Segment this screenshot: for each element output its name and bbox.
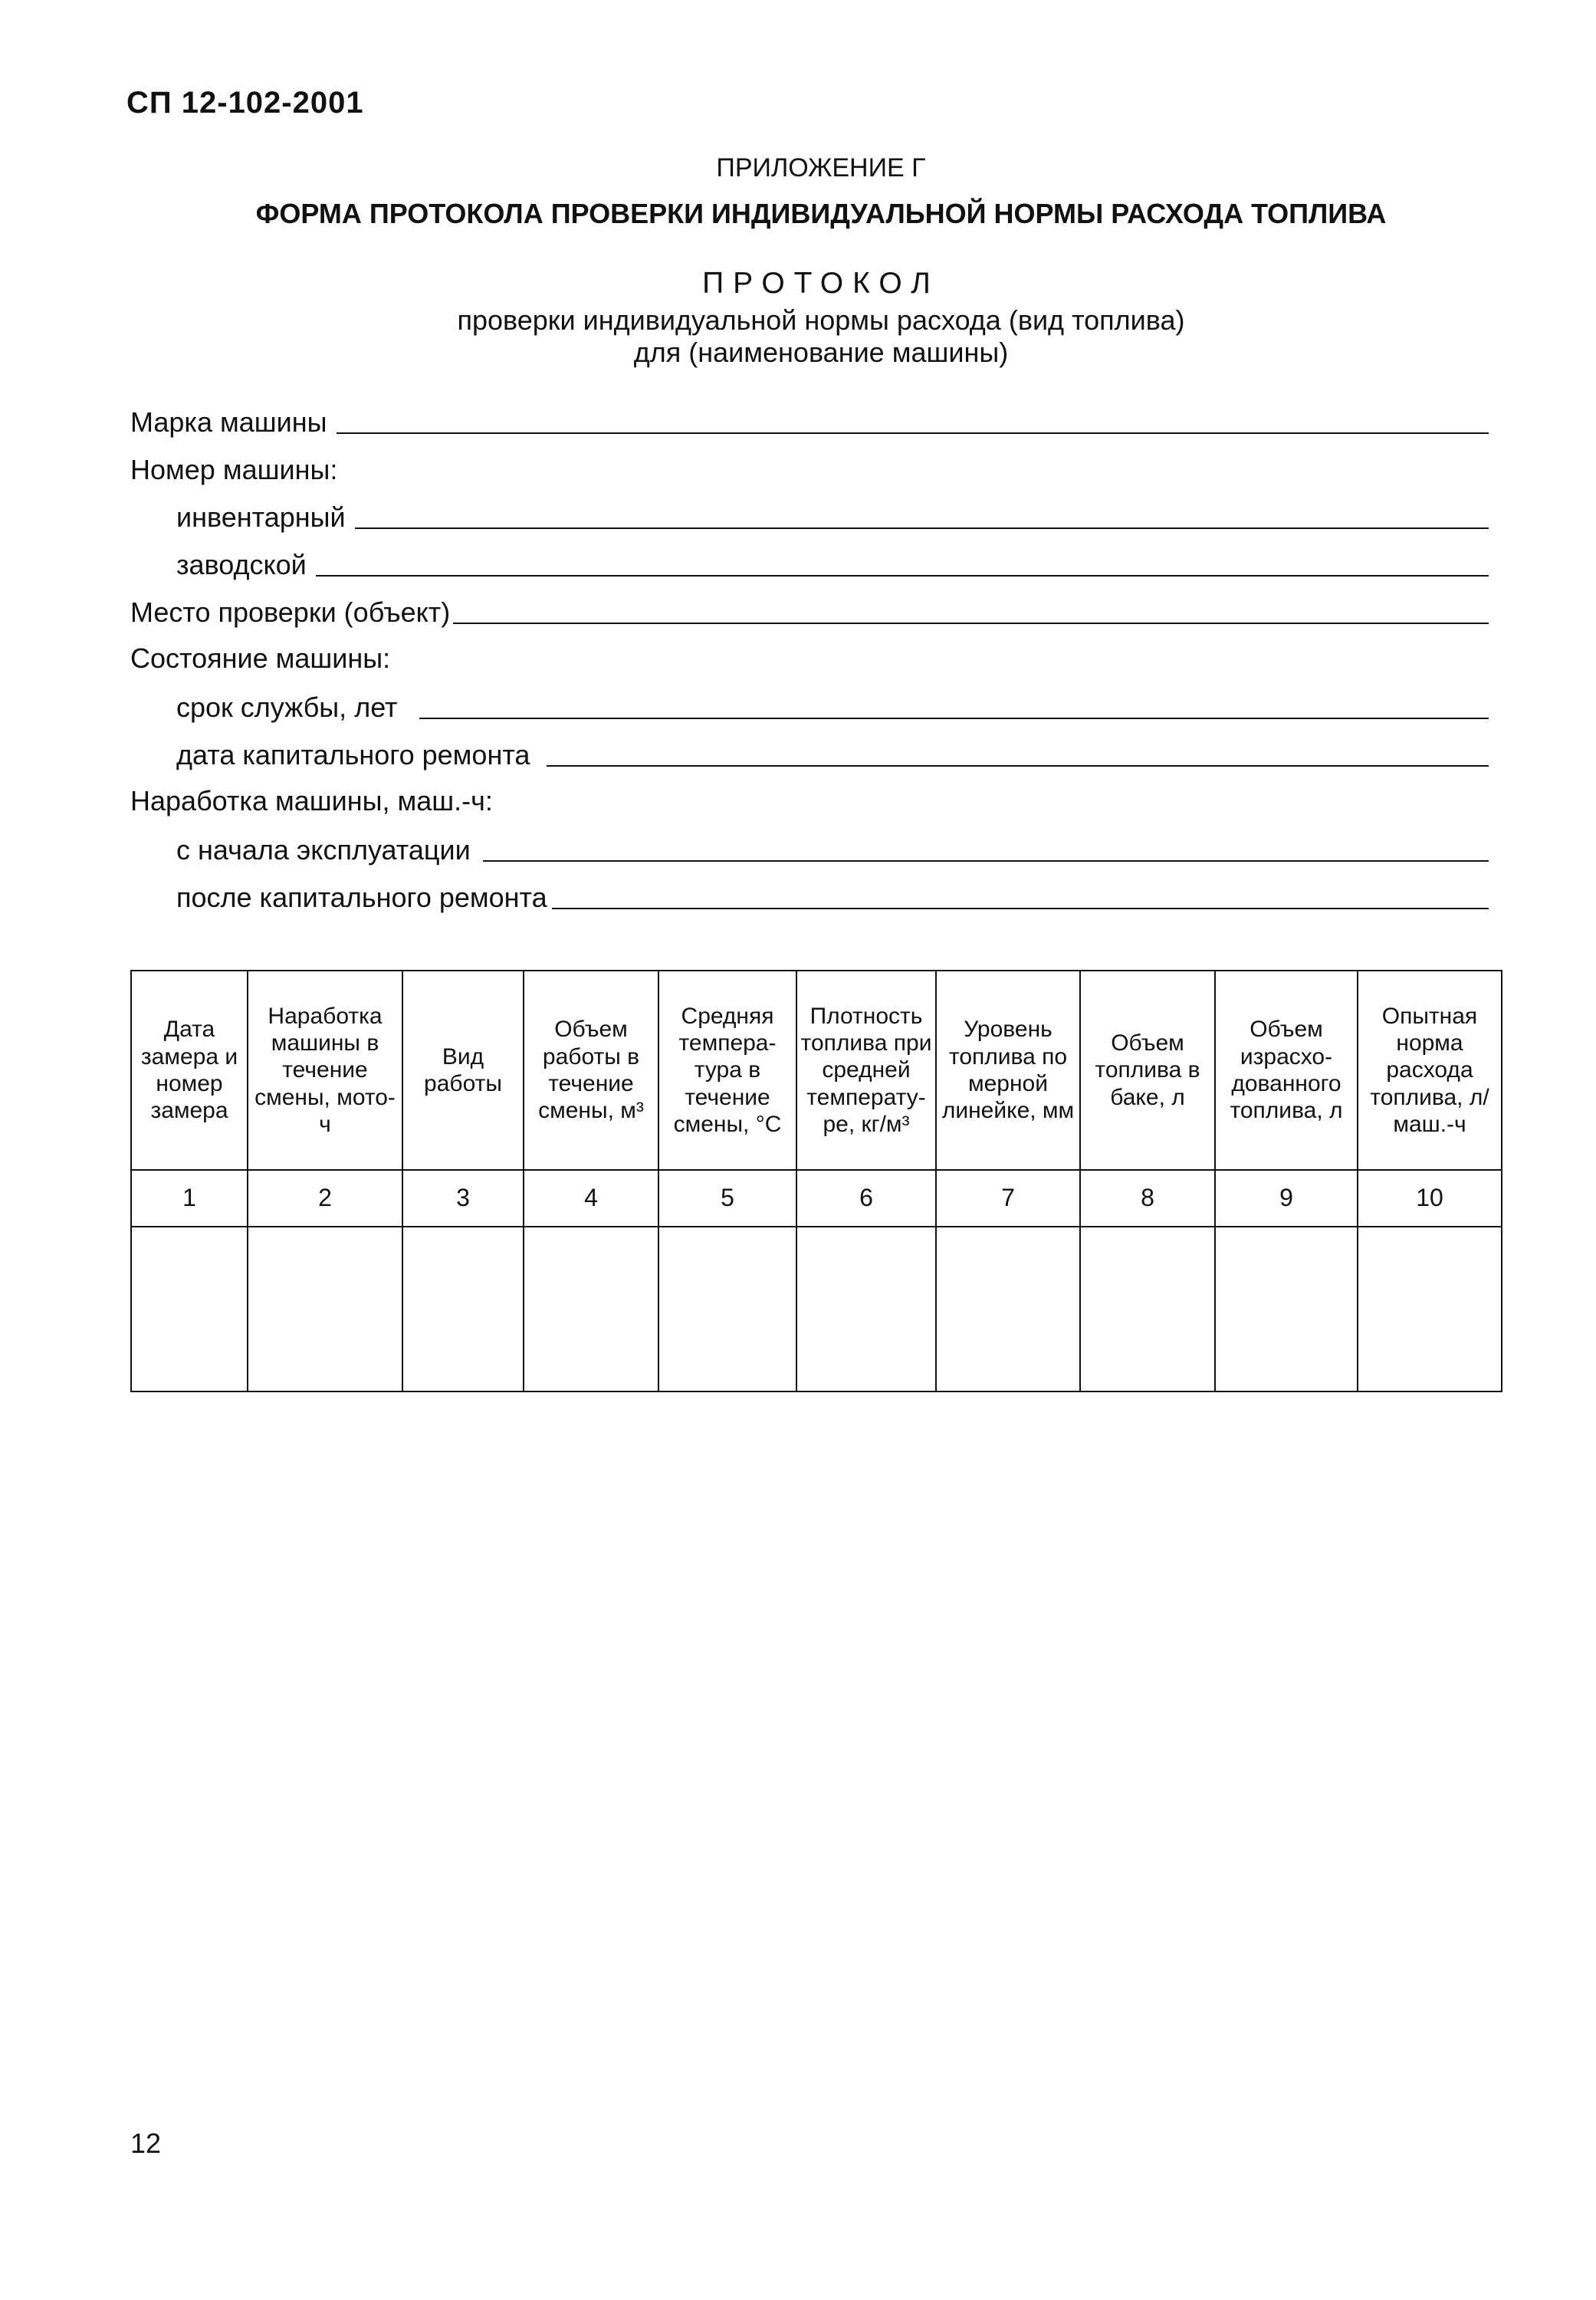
column-header: Объем работы в течение смены, м³ <box>524 971 658 1170</box>
table-cell[interactable] <box>796 1227 936 1392</box>
column-number: 4 <box>524 1170 658 1227</box>
factory-number-blank[interactable] <box>316 575 1489 577</box>
since-start-blank[interactable] <box>483 860 1489 862</box>
column-number: 3 <box>402 1170 524 1227</box>
table-header-row <box>131 971 1502 1170</box>
document-code: СП 12-102-2001 <box>126 86 364 120</box>
table-cell[interactable] <box>524 1227 658 1392</box>
service-life-field <box>176 690 1489 724</box>
machine-brand-blank[interactable] <box>337 432 1489 434</box>
column-number: 1 <box>131 1170 248 1227</box>
machine-state-heading: Состояние машины: <box>130 642 391 674</box>
column-number: 10 <box>1358 1170 1502 1227</box>
column-header: Дата замера и номер замера <box>131 971 248 1170</box>
machine-brand-field <box>130 405 1489 439</box>
table-cell[interactable] <box>1080 1227 1215 1392</box>
operating-time-heading: Наработка машины, маш.-ч: <box>130 785 493 816</box>
check-place-blank[interactable] <box>453 623 1489 624</box>
protocol-subtitle-1: проверки индивидуальной нормы расхода (вид топлива) <box>457 304 1185 336</box>
table-cell[interactable] <box>1215 1227 1358 1392</box>
factory-number-label: заводской <box>176 549 307 580</box>
column-number: 5 <box>658 1170 796 1227</box>
since-start-field <box>176 833 1489 866</box>
column-header: Опытная норма расхода топлива, л/маш.-ч <box>1358 971 1502 1170</box>
after-overhaul-label: после капитального ремонта <box>176 882 547 913</box>
machine-number-heading: Номер машины: <box>130 454 338 485</box>
overhaul-date-field <box>176 738 1489 771</box>
after-overhaul-blank[interactable] <box>552 908 1489 909</box>
table-cell[interactable] <box>131 1227 248 1392</box>
column-number: 2 <box>248 1170 402 1227</box>
after-overhaul-field <box>176 880 1489 914</box>
check-place-field <box>130 595 1489 629</box>
service-life-blank[interactable] <box>419 718 1489 719</box>
machine-brand-label: Марка машины <box>130 406 327 438</box>
table-cell[interactable] <box>936 1227 1080 1392</box>
table-row <box>131 1227 1502 1392</box>
column-number: 8 <box>1080 1170 1215 1227</box>
column-header: Вид работы <box>402 971 524 1170</box>
appendix-label: ПРИЛОЖЕНИЕ Г <box>716 153 926 182</box>
table-cell[interactable] <box>1358 1227 1502 1392</box>
inventory-number-label: инвентарный <box>176 501 346 533</box>
factory-number-field <box>176 547 1489 581</box>
overhaul-date-blank[interactable] <box>547 765 1489 767</box>
column-header: Средняя темпера-тура в течение смены, °С <box>658 971 796 1170</box>
column-header: Уровень топлива по мерной линейке, мм <box>936 971 1080 1170</box>
inventory-number-field <box>176 500 1489 534</box>
check-place-label: Место проверки (объект) <box>130 596 451 628</box>
since-start-label: с начала эксплуатации <box>176 834 471 866</box>
inventory-number-blank[interactable] <box>355 527 1489 529</box>
protocol-title: ПРОТОКОЛ <box>702 267 940 300</box>
column-header: Объем топлива в баке, л <box>1080 971 1215 1170</box>
service-life-label: срок службы, лет <box>176 692 398 723</box>
table-number-row <box>131 1170 1502 1227</box>
column-header: Объем израсхо-дованного топлива, л <box>1215 971 1358 1170</box>
table-cell[interactable] <box>248 1227 402 1392</box>
table-cell[interactable] <box>402 1227 524 1392</box>
column-number: 9 <box>1215 1170 1358 1227</box>
protocol-subtitle-2: для (наименование машины) <box>633 337 1009 368</box>
table-cell[interactable] <box>658 1227 796 1392</box>
form-title: ФОРМА ПРОТОКОЛА ПРОВЕРКИ ИНДИВИДУАЛЬНОЙ НОРМЫ РАСХОДА ТОПЛИВА <box>255 198 1387 229</box>
column-number: 7 <box>936 1170 1080 1227</box>
overhaul-date-label: дата капитального ремонта <box>176 739 530 770</box>
protocol-table <box>130 970 1502 1392</box>
page-number: 12 <box>130 2128 162 2159</box>
column-header: Плотность топлива при средней температу-ре, кг/м³ <box>796 971 936 1170</box>
column-header: Наработка машины в течение смены, мото-ч <box>248 971 402 1170</box>
column-number: 6 <box>796 1170 936 1227</box>
